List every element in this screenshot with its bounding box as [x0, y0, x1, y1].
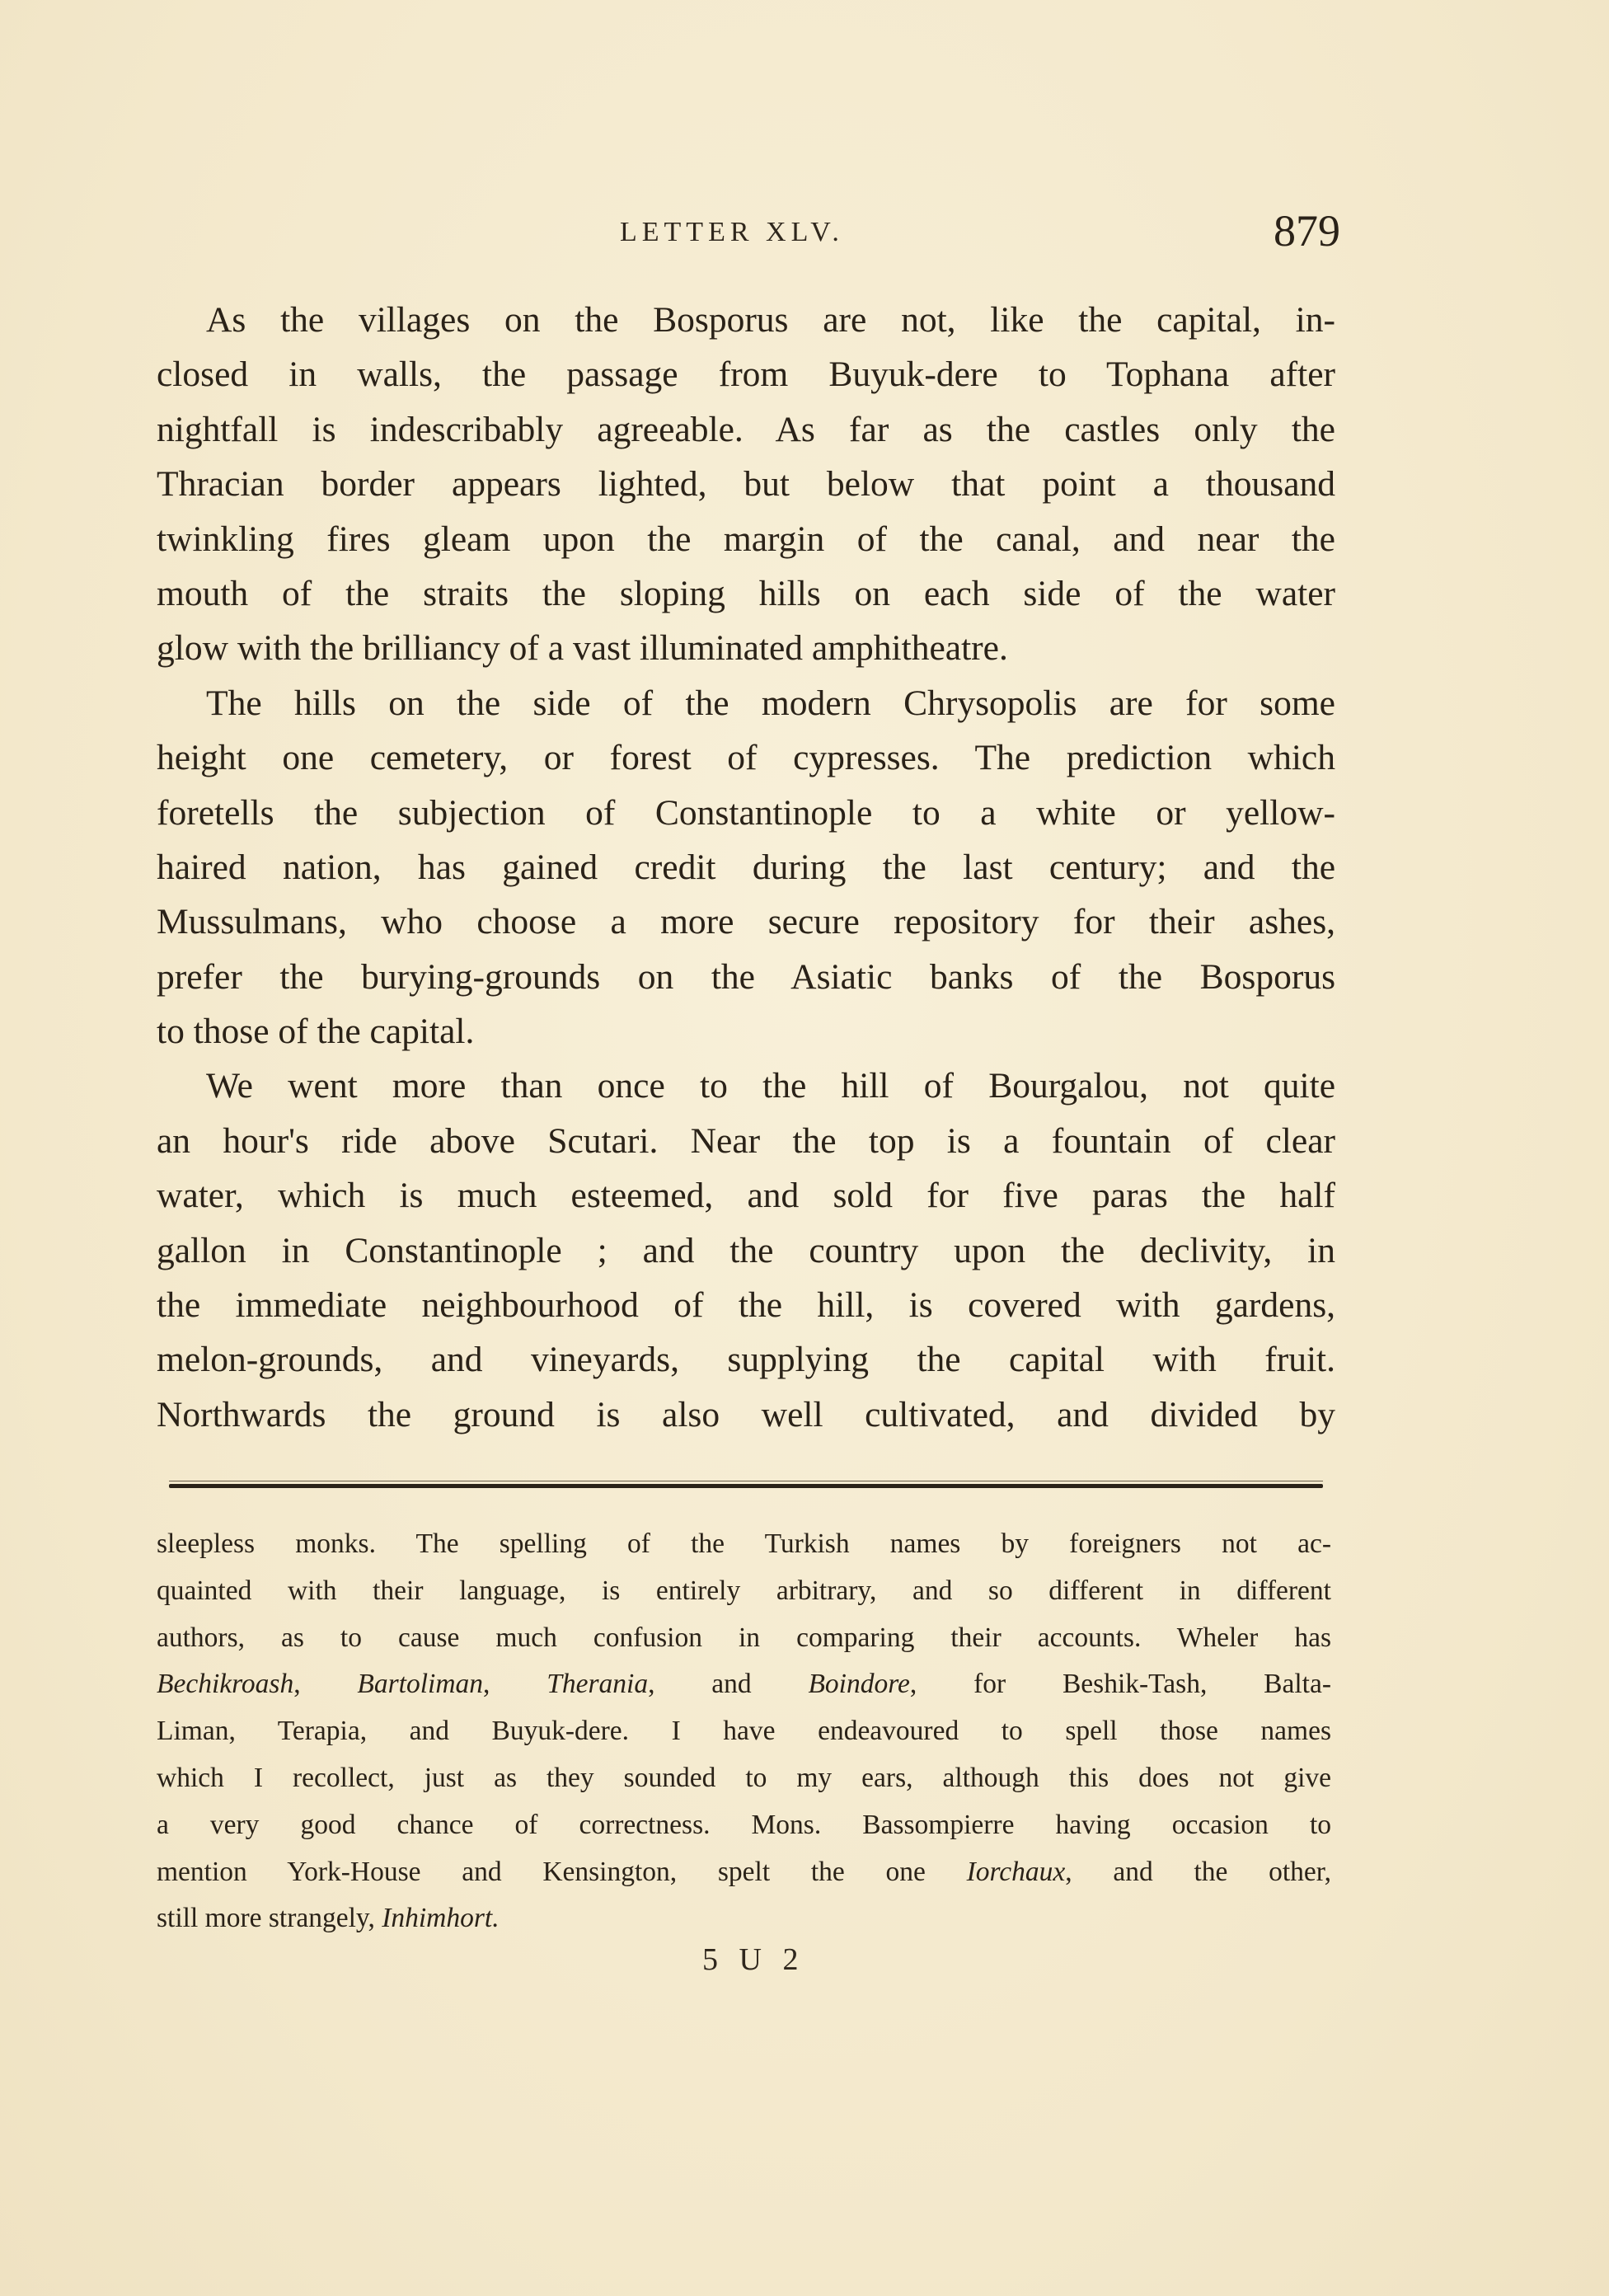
footnote-text: , and the other,: [1065, 1856, 1331, 1887]
text-line: the immediate neighbourhood of the hill, is covered with gardens,: [157, 1285, 1335, 1326]
text-line: closed in walls, the passage from Buyuk-dere to Tophana after: [157, 354, 1335, 395]
footnote-line: Liman, Terapia, and Buyuk-dere. I have endeavoured to spell those names: [157, 1716, 1331, 1747]
paragraph-2: [157, 676, 1335, 1059]
footnote-italic-name: Bechikroash: [157, 1669, 294, 1700]
running-head-title: LETTER XLV.: [620, 217, 844, 247]
footnote-italic-name: Iorchaux: [966, 1856, 1066, 1887]
footnote-line: which I recollect, just as they sounded to my ears, although this does not give: [157, 1762, 1331, 1793]
text-line: mouth of the straits the sloping hills on each side of the water: [157, 573, 1335, 613]
text-line: As the villages on the Bosporus are not, like the capital, in-: [206, 300, 1335, 340]
footnote-line: quainted with their language, is entirely arbitrary, and so different in different: [157, 1575, 1331, 1606]
footnote-line: sleepless monks. The spelling of the Turkish names by foreigners not ac-: [157, 1528, 1331, 1559]
footnote-line: a very good chance of correctness. Mons. Bassompierre having occasion to: [157, 1809, 1331, 1840]
footnote-line: [157, 1895, 1331, 1942]
footnote-text: mention York-House and Kensington, spelt the one: [157, 1856, 967, 1887]
footnote-text: , for Beshik-Tash, Balta-: [909, 1669, 1331, 1700]
body-text: [157, 293, 1335, 1442]
text-line: height one cemetery, or forest of cypresses. The prediction which: [157, 738, 1335, 778]
footnote-line: [157, 1661, 1331, 1708]
footnote-line: authors, as to cause much confusion in comparing their accounts. Wheler has: [157, 1622, 1331, 1653]
text-line: an hour's ride above Scutari. Near the top is a fountain of clear: [157, 1120, 1335, 1161]
footnote-text: ,: [483, 1669, 547, 1700]
text-line: haired nation, has gained credit during the last century; and the: [157, 847, 1335, 887]
running-head: [0, 206, 1609, 268]
footnote-text: ,: [293, 1669, 358, 1700]
text-line: foretells the subjection of Constantinople to a white or yellow-: [157, 792, 1335, 833]
footnote: [157, 1521, 1331, 1942]
text-line: Northwards the ground is also well cultivated, and divided by: [157, 1394, 1335, 1434]
text-line: Thracian border appears lighted, but below that point a thousand: [157, 464, 1335, 505]
footnote-italic-name: Inhimhort.: [382, 1903, 500, 1934]
text-line: melon-grounds, and vineyards, supplying the capital with fruit.: [157, 1340, 1335, 1380]
footnote-text: , and: [648, 1669, 809, 1700]
footnote-italic-name: Bartoliman: [357, 1669, 484, 1700]
text-line: nightfall is indescribably agreeable. As far as the castles only the: [157, 409, 1335, 449]
footnote-text: still more strangely,: [157, 1903, 382, 1934]
footnote-italic-name: Therania: [546, 1669, 649, 1700]
footnote-line: [157, 1849, 1331, 1896]
text-line: twinkling fires gleam upon the margin of the canal, and near the: [157, 519, 1335, 559]
footnote-italic-name: Boindore: [808, 1669, 910, 1700]
text-line: to those of the capital.: [157, 1012, 475, 1052]
paragraph-3: [157, 1059, 1335, 1442]
footnote-separator-rule: [169, 1484, 1323, 1488]
text-line: We went more than once to the hill of Bourgalou, not quite: [206, 1066, 1335, 1106]
text-line: gallon in Constantinople ; and the country upon the declivity, in: [157, 1230, 1335, 1270]
paragraph-1: [157, 293, 1335, 676]
text-line: prefer the burying-grounds on the Asiatic banks of the Bosporus: [157, 956, 1335, 997]
text-line: Mussulmans, who choose a more secure repository for their ashes,: [157, 902, 1335, 942]
page-number: 879: [1274, 206, 1340, 256]
text-line: glow with the brilliancy of a vast illuminated amphitheatre.: [157, 628, 1008, 669]
signature-mark: 5 U 2: [702, 1942, 805, 1977]
text-line: water, which is much esteemed, and sold for five paras the half: [157, 1176, 1335, 1216]
text-line: The hills on the side of the modern Chrysopolis are for some: [206, 683, 1335, 723]
